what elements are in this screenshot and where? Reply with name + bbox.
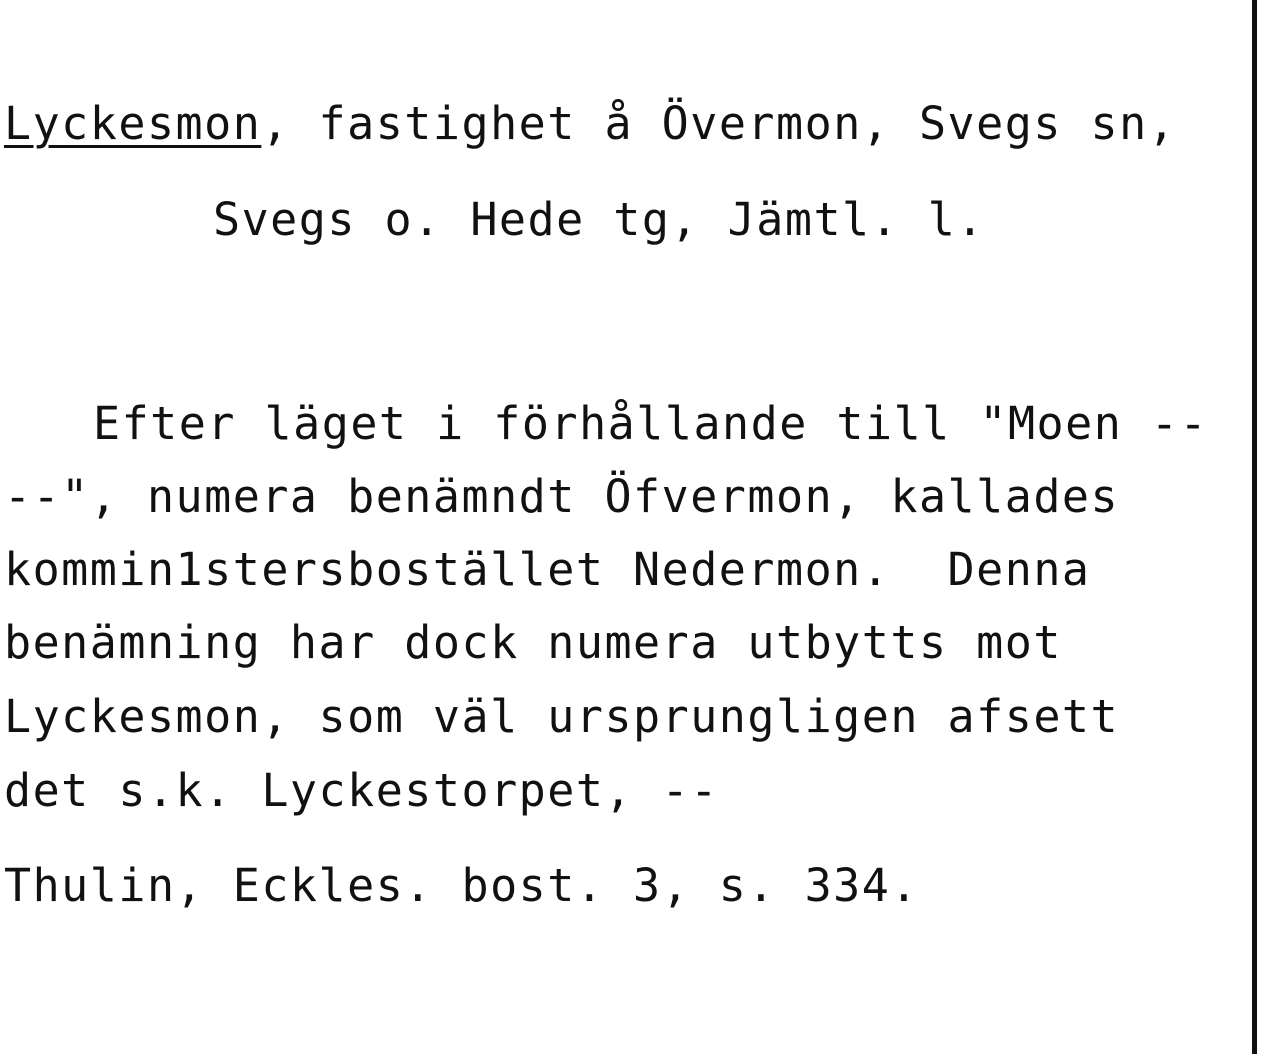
body-line-5: Lyckesmon, som väl ursprungligen afsett: [4, 690, 1120, 743]
body-line-6: det s.k. Lyckestorpet, --: [4, 764, 719, 817]
card-subheading: Svegs o. Hede tg, Jämtl. l.: [213, 193, 985, 246]
heading-rest: , fastighet å Övermon, Svegs sn,: [261, 97, 1177, 150]
card-edge-line: [1252, 0, 1257, 1054]
body-line-1: Efter läget i förhållande till "Moen --: [93, 397, 1209, 450]
body-line-3: kommin1stersbostället Nedermon. Denna: [4, 543, 1091, 596]
source-reference: Thulin, Eckles. bost. 3, s. 334.: [4, 859, 919, 912]
body-line-2: --", numera benämndt Öfvermon, kallades: [4, 470, 1120, 523]
body-line-4: benämning har dock numera utbytts mot: [4, 616, 1062, 669]
headword: Lyckesmon: [4, 97, 262, 150]
card-heading: [4, 98, 1176, 150]
